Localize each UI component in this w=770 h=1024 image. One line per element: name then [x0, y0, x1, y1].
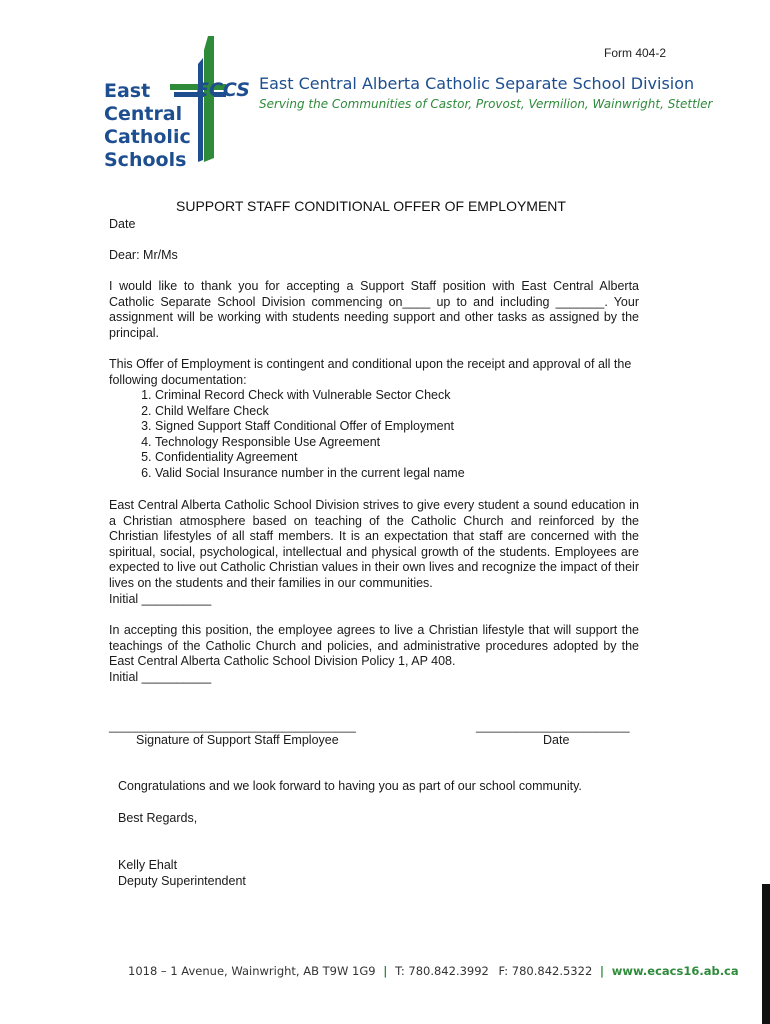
footer-website-link[interactable]: www.ecacs16.ab.ca: [611, 964, 739, 978]
date-signature-line: _______________________: [476, 719, 630, 733]
regards: Best Regards,: [118, 811, 198, 825]
initial-field-2: Initial __________: [109, 670, 212, 684]
signer-name: Kelly Ehalt: [118, 858, 178, 872]
date-signature-label: Date: [543, 733, 570, 747]
closing-text: Congratulations and we look forward to having you as part of our school community.: [118, 779, 582, 793]
footer-fax: F: 780.842.5322: [498, 964, 593, 978]
logo-line: East: [104, 80, 151, 102]
list-item: 3. Signed Support Staff Conditional Offer of Employment: [155, 419, 639, 435]
list-item: 6. Valid Social Insurance number in the current legal name: [155, 466, 639, 482]
form-number: Form 404-2: [604, 46, 667, 60]
logo-wordmark: [104, 80, 191, 172]
footer-contact: [128, 964, 739, 980]
scan-edge: [762, 884, 770, 1024]
logo-line: Central: [104, 103, 183, 125]
organization-tagline: Serving the Communities of Castor, Provost, Vermilion, Wainwright, Stettler: [259, 97, 713, 111]
logo-cross-vertical-blue: [198, 58, 203, 162]
footer-separator: |: [383, 964, 388, 978]
list-item: 1. Criminal Record Check with Vulnerable Sector Check: [155, 388, 639, 404]
logo-mark-text: ECCS: [196, 79, 250, 101]
signature-line: _____________________________________: [109, 719, 356, 733]
initial-field-1: Initial __________: [109, 592, 212, 606]
logo-line: Schools: [104, 149, 187, 171]
paragraph-conditions: [109, 357, 639, 481]
documents-list: [109, 388, 639, 481]
paragraph-thanks: I would like to thank you for accepting a Support Staff position with East Central Alberta Catholic Separate School Division commencing on____ up to and including _______. Your assignment will be working with students needing support and other tasks as assigned by the principal.: [109, 279, 639, 340]
list-item: 4. Technology Responsible Use Agreement: [155, 435, 639, 451]
salutation: Dear: Mr/Ms: [109, 248, 178, 262]
list-item: 5. Confidentiality Agreement: [155, 450, 639, 466]
conditions-intro: This Offer of Employment is contingent and conditional upon the receipt and approval of all the following documentation:: [109, 357, 632, 387]
letter-title: SUPPORT STAFF CONDITIONAL OFFER OF EMPLOYMENT: [176, 198, 566, 214]
list-item: 2. Child Welfare Check: [155, 404, 639, 420]
paragraph-agreement: In accepting this position, the employee agrees to live a Christian lifestyle that will support the teachings of the Catholic Church and policies, and administrative procedures adopted by the East Central Alberta Catholic School Division Policy 1, AP 408.: [109, 623, 639, 668]
footer-phone: T: 780.842.3992: [395, 964, 489, 978]
paragraph-mission: East Central Alberta Catholic School Division strives to give every student a sound education in a Christian atmosphere based on teaching of the Catholic Church and reinforced by the Christian lifestyles of all staff members. It is an expectation that staff are concerned with the spiritual, social, psychological, intellectual and physical growth of the students. Employees are expected to live out Catholic Christian values in their own lives and recognize the impact of their lives on the students and their families in our communities.: [109, 498, 639, 590]
footer-address: 1018 – 1 Avenue, Wainwright, AB T9W 1G9: [128, 964, 376, 978]
organization-name: East Central Alberta Catholic Separate School Division: [259, 74, 695, 93]
signature-label: Signature of Support Staff Employee: [136, 733, 339, 747]
signer-title: Deputy Superintendent: [118, 874, 246, 888]
date-label: Date: [109, 217, 136, 231]
logo-line: Catholic: [104, 126, 191, 148]
footer-separator: |: [599, 964, 605, 978]
